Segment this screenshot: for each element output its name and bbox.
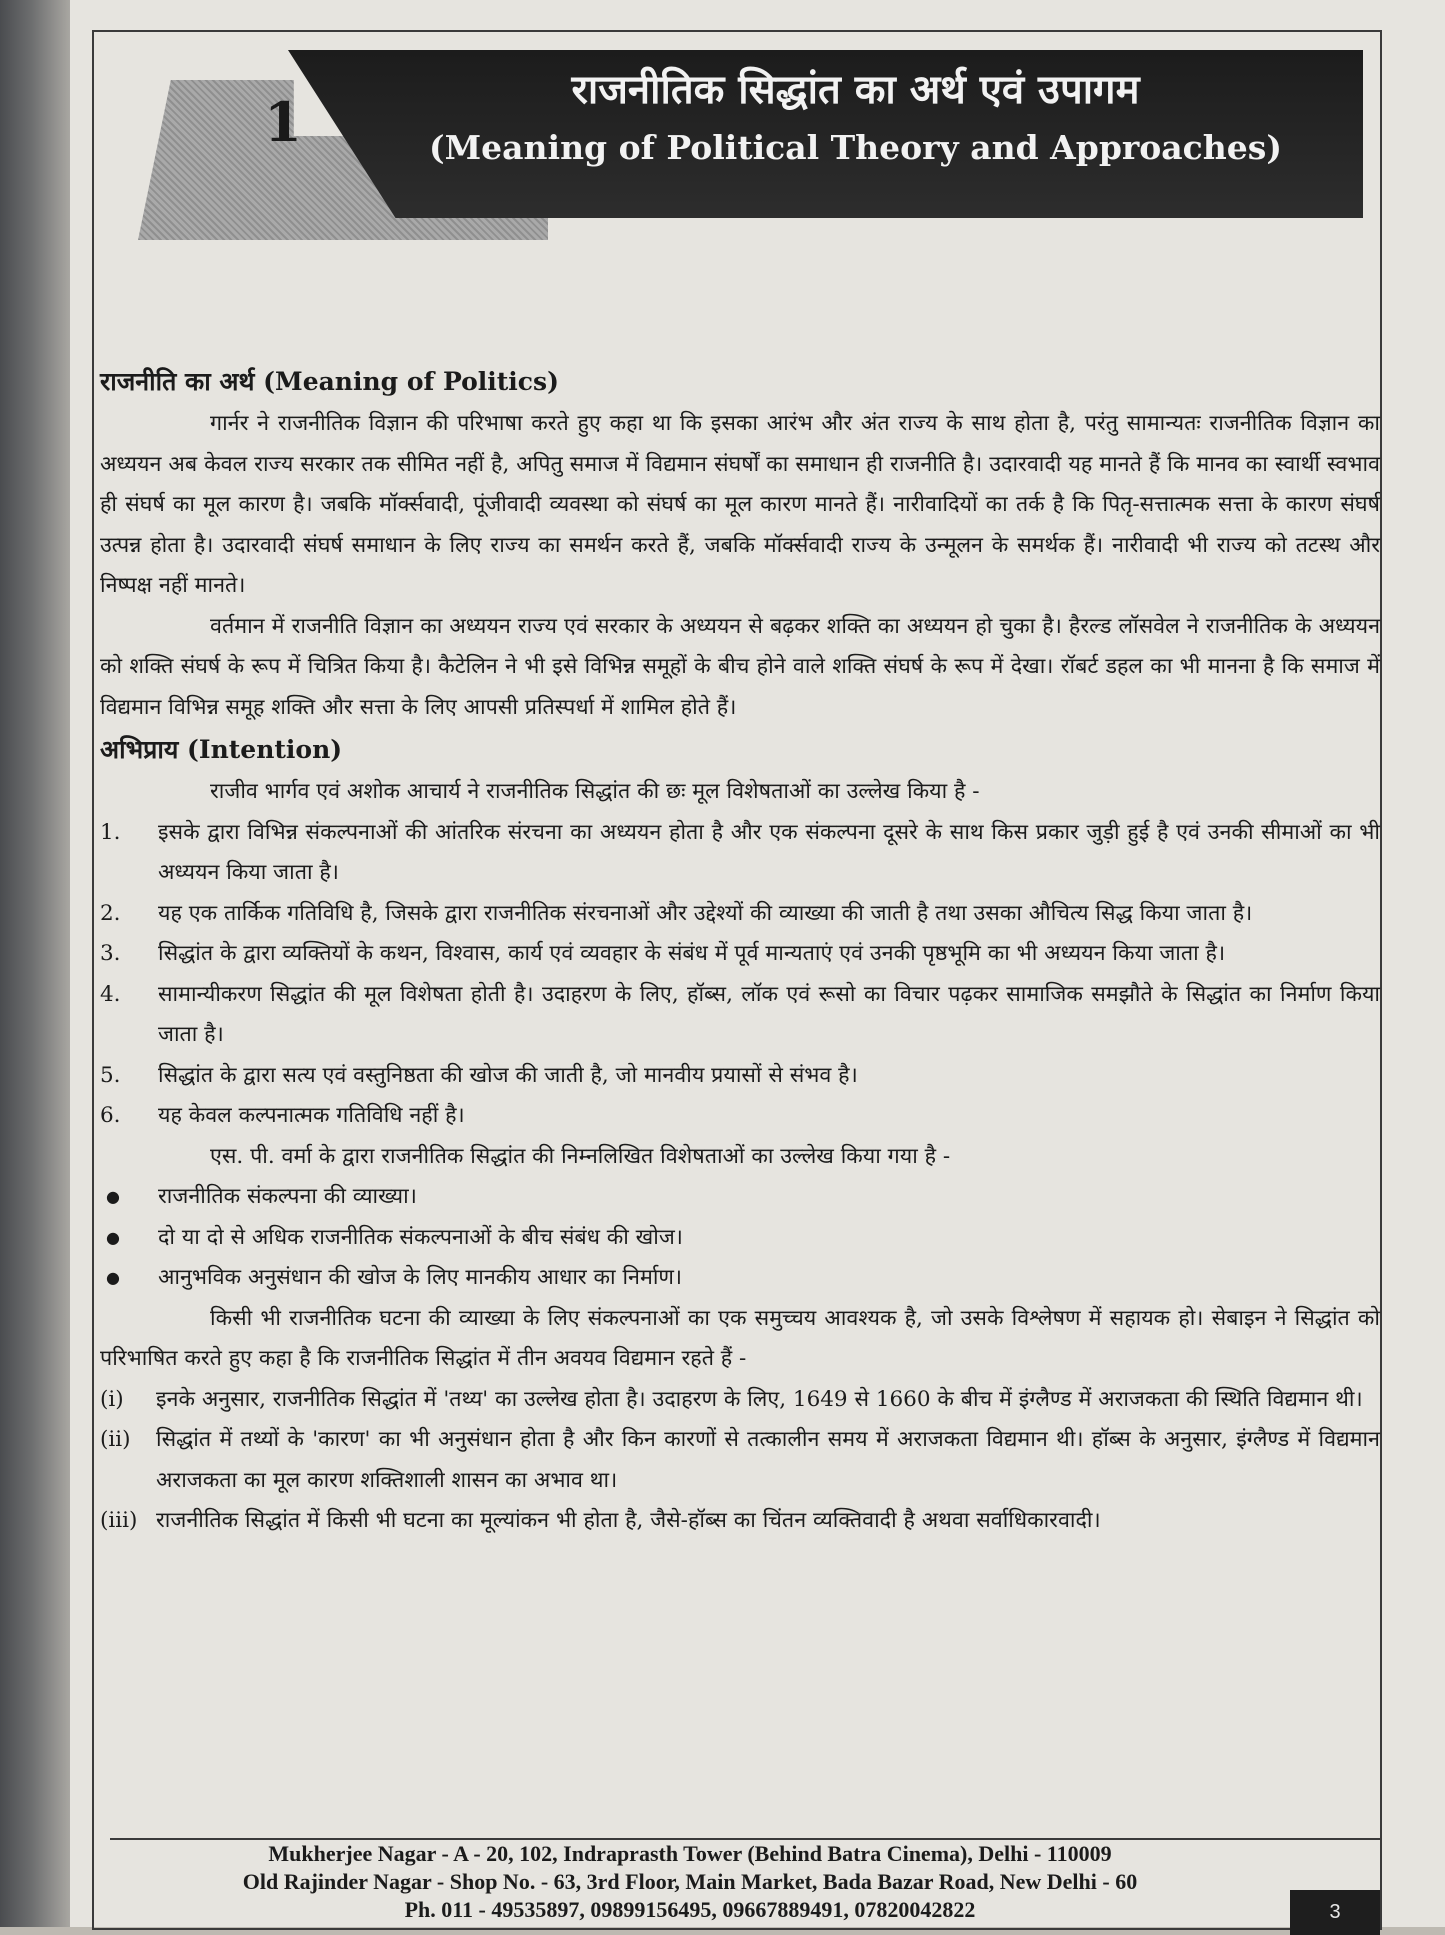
- list-item: [100, 934, 1380, 975]
- bullet-text: राजनीतिक संकल्पना की व्याख्या।: [158, 1184, 417, 1209]
- list-text: यह एक तार्किक गतिविधि है, जिसके द्वारा राजनीतिक संरचनाओं और उद्देश्यों की व्याख्या की जाती है तथा उसका औचित्य सिद्ध किया जाता है।: [158, 900, 1253, 926]
- roman-number: (i): [100, 1386, 124, 1412]
- bullet-dot-icon: ●: [106, 1268, 120, 1287]
- roman-number: (iii): [100, 1508, 138, 1533]
- roman-text: सिद्धांत में तथ्यों के 'कारण' का भी अनुसंधान होता है और किन कारणों से तत्कालीन समय में अराजकता विद्यमान थी। हॉब्स के अनुसार, इंग्लैण्ड में विद्यमान अराजकता का मूल कारण शक्तिशाली शासन का अभाव था।: [156, 1427, 1380, 1493]
- numbered-list: [100, 813, 1380, 1137]
- roman-item: [100, 1380, 1380, 1421]
- document-page: [70, 0, 1445, 1927]
- lead-sentence: राजीव भार्गव एवं अशोक आचार्य ने राजनीतिक सिद्धांत की छः मूल विशेषताओं का उल्लेख किया है -: [210, 779, 980, 804]
- paragraph: वर्तमान में राजनीति विज्ञान का अध्ययन राज्य एवं सरकार के अध्ययन से बढ़कर शक्ति का अध्ययन हो चुका है। हैरल्ड लॉसवेल ने राजनीतिक के अध्ययन को शक्ति संघर्ष के रूप में चित्रित किया है। कैटेलिन ने भी इसे विभिन्न समूहों के बीच होने वाले शक्ति संघर्ष के रूप में देखा। रॉबर्ट डहल का भी मानना है कि समाज में विद्यमान विभिन्न समूह शक्ति और सत्ता के लिए आपसी प्रतिस्पर्धा में शामिल होते हैं।: [100, 613, 1380, 720]
- page-number: 3: [1290, 1890, 1380, 1935]
- list-item: [100, 1096, 1380, 1137]
- chapter-banner: [138, 50, 1363, 218]
- roman-list: [100, 1380, 1380, 1542]
- bullet-dot-icon: ●: [106, 1187, 120, 1206]
- bullet-text: आनुभविक अनुसंधान की खोज के लिए मानकीय आधार का निर्माण।: [158, 1265, 683, 1290]
- list-text: सिद्धांत के द्वारा व्यक्तियों के कथन, विश्वास, कार्य एवं व्यवहार के संबंध में पूर्व मान्यताएं एवं उनकी पृष्ठभूमि का भी अध्ययन किया जाता है।: [158, 941, 1226, 966]
- list-number: 3.: [100, 941, 121, 966]
- roman-item: [100, 1501, 1380, 1542]
- roman-item: [100, 1420, 1380, 1501]
- list-number: 2.: [100, 900, 121, 926]
- list-text: यह केवल कल्पनात्मक गतिविधि नहीं है।: [158, 1103, 465, 1128]
- bullet-item: [100, 1258, 1380, 1299]
- list-text: सामान्यीकरण सिद्धांत की मूल विशेषता होती है। उदाहरण के लिए, हॉब्स, लॉक एवं रूसो का विचार पढ़कर सामाजिक समझौते के सिद्धांत का निर्माण किया जाता है।: [158, 981, 1380, 1047]
- list-text: सिद्धांत के द्वारा सत्य एवं वस्तुनिष्ठता की खोज की जाती है, जो मानवीय प्रयासों से संभव है।: [158, 1062, 858, 1088]
- roman-text: इनके अनुसार, राजनीतिक सिद्धांत में 'तथ्य' का उल्लेख होता है। उदाहरण के लिए, 1649 से 1660 के बीच में इंग्लैण्ड में अराजकता की स्थिति विद्यमान थी।: [156, 1386, 1363, 1412]
- bullet-item: [100, 1218, 1380, 1259]
- footer-address-rajinder: Old Rajinder Nagar - Shop No. - 63, 3rd Floor, Main Market, Bada Bazar Road, New Delhi - 60: [242, 1869, 1138, 1894]
- chapter-title-hindi: राजनीतिक सिद्धांत का अर्थ एवं उपागम: [571, 66, 1140, 113]
- lead-sentence-verma: एस. पी. वर्मा के द्वारा राजनीतिक सिद्धांत की निम्नलिखित विशेषताओं का उल्लेख किया गया है -: [210, 1143, 951, 1169]
- chapter-number: 1: [264, 90, 302, 154]
- chapter-title-english: (Meaning of Political Theory and Approaches): [429, 128, 1282, 167]
- bullet-dot-icon: ●: [106, 1227, 120, 1247]
- list-number: 6.: [100, 1103, 121, 1128]
- paragraph: गार्नर ने राजनीतिक विज्ञान की परिभाषा करते हुए कहा था कि इसका आरंभ और अंत राज्य के साथ होता है, परंतु सामान्यतः राजनीतिक विज्ञान का अध्ययन अब केवल राज्य सरकार तक सीमित नहीं है, अपितु समाज में विद्यमान संघर्षों का समाधान ही राजनीति है। उदारवादी यह मानते हैं कि मानव का स्वार्थी स्वभाव ही संघर्ष का मूल कारण है। जबकि मॉर्क्सवादी, पूंजीवादी व्यवस्था को संघर्ष का मूल कारण मानते हैं। नारीवादियों का तर्क है कि पितृ-सत्तात्मक सत्ता के कारण संघर्ष उत्पन्न होता है। उदारवादी संघर्ष समाधान के लिए राज्य का समर्थन करते हैं, जबकि मॉर्क्सवादी राज्य के उन्मूलन के समर्थक हैं। नारीवादी भी राज्य को तटस्थ और निष्पक्ष नहीं मानते।: [100, 411, 1380, 598]
- list-text: इसके द्वारा विभिन्न संकल्पनाओं की आंतरिक संरचना का अध्ययन होता है और एक संकल्पना दूसरे के साथ किस प्रकार जुड़ी हुई है एवं उनकी सीमाओं का भी अध्ययन किया जाता है।: [158, 819, 1380, 885]
- list-number: 4.: [100, 981, 121, 1007]
- section-heading-intention: अभिप्राय (Intention): [100, 735, 343, 764]
- list-item: [100, 975, 1380, 1056]
- list-number: 1.: [100, 819, 121, 845]
- bullet-item: [100, 1177, 1380, 1218]
- footer-phone: Ph. 011 - 49535897, 09899156495, 09667889491, 07820042822: [404, 1897, 976, 1922]
- list-number: 5.: [100, 1062, 121, 1088]
- roman-number: (ii): [100, 1427, 131, 1452]
- list-item: [100, 813, 1380, 894]
- address-footer: [110, 1838, 1380, 1935]
- main-content: [100, 360, 1380, 1542]
- list-item: [100, 1056, 1380, 1097]
- footer-address-mukherjee: Mukherjee Nagar - A - 20, 102, Indraprasth Tower (Behind Batra Cinema), Delhi - 110009: [268, 1841, 1112, 1866]
- list-item: [100, 894, 1380, 935]
- bullet-text: दो या दो से अधिक राजनीतिक संकल्पनाओं के बीच संबंध की खोज।: [158, 1224, 683, 1250]
- section-heading-politics: राजनीति का अर्थ (Meaning of Politics): [100, 367, 559, 396]
- book-spine-shadow: [0, 0, 70, 1927]
- bullet-list: [100, 1177, 1380, 1299]
- paragraph: किसी भी राजनीतिक घटना की व्याख्या के लिए संकल्पनाओं का एक समुच्चय आवश्यक है, जो उसके विश्लेषण में सहायक हो। सेबाइन ने सिद्धांत को परिभाषित करते हुए कहा है कि राजनीतिक सिद्धांत में तीन अवयव विद्यमान रहते हैं -: [100, 1305, 1380, 1371]
- roman-text: राजनीतिक सिद्धांत में किसी भी घटना का मूल्यांकन भी होता है, जैसे-हॉब्स का चिंतन व्यक्तिवादी है अथवा सर्वाधिकारवादी।: [156, 1508, 1101, 1533]
